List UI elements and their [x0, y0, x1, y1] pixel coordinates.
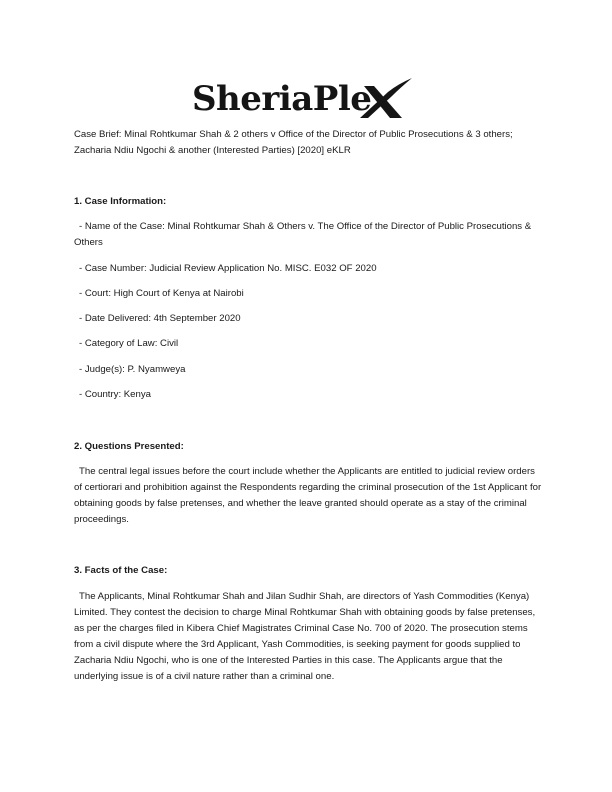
- facts-body: The Applicants, Minal Rohtkumar Shah and Jilan Sudhir Shah, are directors of Yash Commodities (Kenya) Limited. They contest the decision to charge Minal Rohtkumar Shah with obtaining goods by false pretenses, as per the charges filed in Kibera Chief Magistrates Criminal Case No. 700 of 2020. The prosecution stems from a civil dispute where the 3rd Applicant, Yash Commodities, is seeking payment for goods supplied to Zacharia Ndiu Ngochi, who is one of the Interested Parties in this case. The Applicants argue that the underlying issue is of a civil nature rather than a criminal one.: [74, 591, 536, 682]
- case-info-item: - Category of Law: Civil: [79, 338, 179, 349]
- case-info-item: - Case Number: Judicial Review Application No. MISC. E032 OF 2020: [79, 263, 377, 274]
- case-info-item: - Date Delivered: 4th September 2020: [79, 313, 241, 324]
- case-info-item: - Judge(s): P. Nyamweya: [79, 364, 186, 375]
- case-info-item: - Court: High Court of Kenya at Nairobi: [79, 288, 244, 299]
- section-heading-questions-presented: 2. Questions Presented:: [74, 441, 184, 452]
- sheriaplex-logo: [192, 76, 422, 122]
- section-heading-facts: 3. Facts of the Case:: [74, 565, 168, 576]
- case-info-item: - Country: Kenya: [79, 389, 151, 400]
- case-info-item: - Name of the Case: Minal Rohtkumar Shah & Others v. The Office of the Director of Public Prosecutions & Others: [74, 221, 532, 248]
- section-heading-case-information: 1. Case Information:: [74, 196, 167, 207]
- questions-presented-body: The central legal issues before the court include whether the Applicants are entitled to judicial review orders of certiorari and prohibition against the Respondents regarding the criminal prosecution of the 1st Applicant for obtaining goods by false pretenses, and whether the leave granted should operate as a stay of the criminal proceedings.: [74, 466, 542, 525]
- case-brief-title: Case Brief: Minal Rohtkumar Shah & 2 others v Office of the Director of Public Prosecutions & 3 others; Zacharia Ndiu Ngochi & another (Interested Parties) [2020] eKLR: [74, 129, 513, 156]
- logo-x-mark-icon: [358, 78, 414, 120]
- logo-text: SheriaPle: [192, 79, 372, 119]
